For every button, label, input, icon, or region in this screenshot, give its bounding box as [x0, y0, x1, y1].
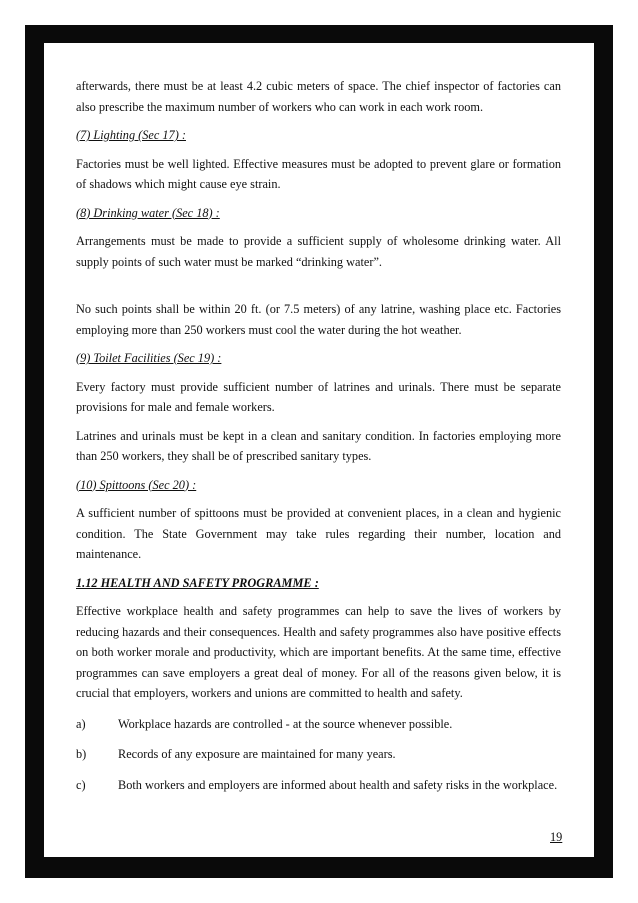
toilet-paragraph-2: Latrines and urinals must be kept in a clean and sanitary condition. In factories employing more than 250 workers, they shall be of prescribed sanitary types.	[76, 428, 561, 463]
toilet-paragraph: Every factory must provide sufficient number of latrines and urinals. There must be separate provisions for male and female workers.	[76, 379, 561, 414]
spittoons-heading: (10) Spittoons (Sec 20) :	[76, 477, 197, 492]
list-marker: c)	[76, 777, 86, 792]
document-page	[44, 43, 594, 857]
drinking-water-paragraph-2: No such points shall be within 20 ft. (or 7.5 meters) of any latrine, washing place etc. Factories employing more than 250 workers must cool the water during the hot weather.	[76, 302, 561, 337]
toilet-heading: (9) Toilet Facilities (Sec 19) :	[76, 351, 222, 365]
drinking-water-paragraph: Arrangements must be made to provide a sufficient supply of wholesome drinking water. All supply points of such water must be marked “drinking water”.	[76, 234, 561, 269]
page-content	[76, 76, 561, 795]
list-text: Both workers and employers are informed about health and safety risks in the workplace.	[118, 777, 558, 792]
drinking-water-heading: (8) Drinking water (Sec 18) :	[76, 205, 220, 220]
lighting-paragraph: Factories must be well lighted. Effective measures must be adopted to prevent glare or formation of shadows which might cause eye strain.	[76, 156, 561, 191]
list-item	[76, 775, 561, 796]
intro-paragraph: afterwards, there must be at least 4.2 cubic meters of space. The chief inspector of factories can also prescribe the maximum number of workers who can work in each work room.	[76, 79, 561, 114]
list-text: Records of any exposure are maintained for many years.	[118, 747, 396, 761]
list-marker: b)	[76, 747, 87, 761]
list-item	[76, 744, 561, 765]
list-item	[76, 714, 561, 735]
list-text: Workplace hazards are controlled - at the source whenever possible.	[118, 716, 453, 731]
section-paragraph: Effective workplace health and safety programmes can help to save the lives of workers by reducing hazards and their consequences. Health and safety programmes also have positive effects on both worker morale and productivity, which are important benefits. At the same time, effective programmes can save employers a great deal of money. For all of the reasons given below, it is crucial that employers, workers and unions are committed to health and safety.	[76, 604, 561, 700]
lighting-heading: (7) Lighting (Sec 17) :	[76, 128, 186, 142]
list-marker: a)	[76, 716, 86, 731]
section-heading: 1.12 HEALTH AND SAFETY PROGRAMME :	[76, 575, 319, 590]
spittoons-paragraph: A sufficient number of spittoons must be provided at convenient places, in a clean and hygienic condition. The State Government may take rules regarding their number, location and maintenance.	[76, 506, 561, 561]
page-number: 19	[550, 830, 563, 844]
